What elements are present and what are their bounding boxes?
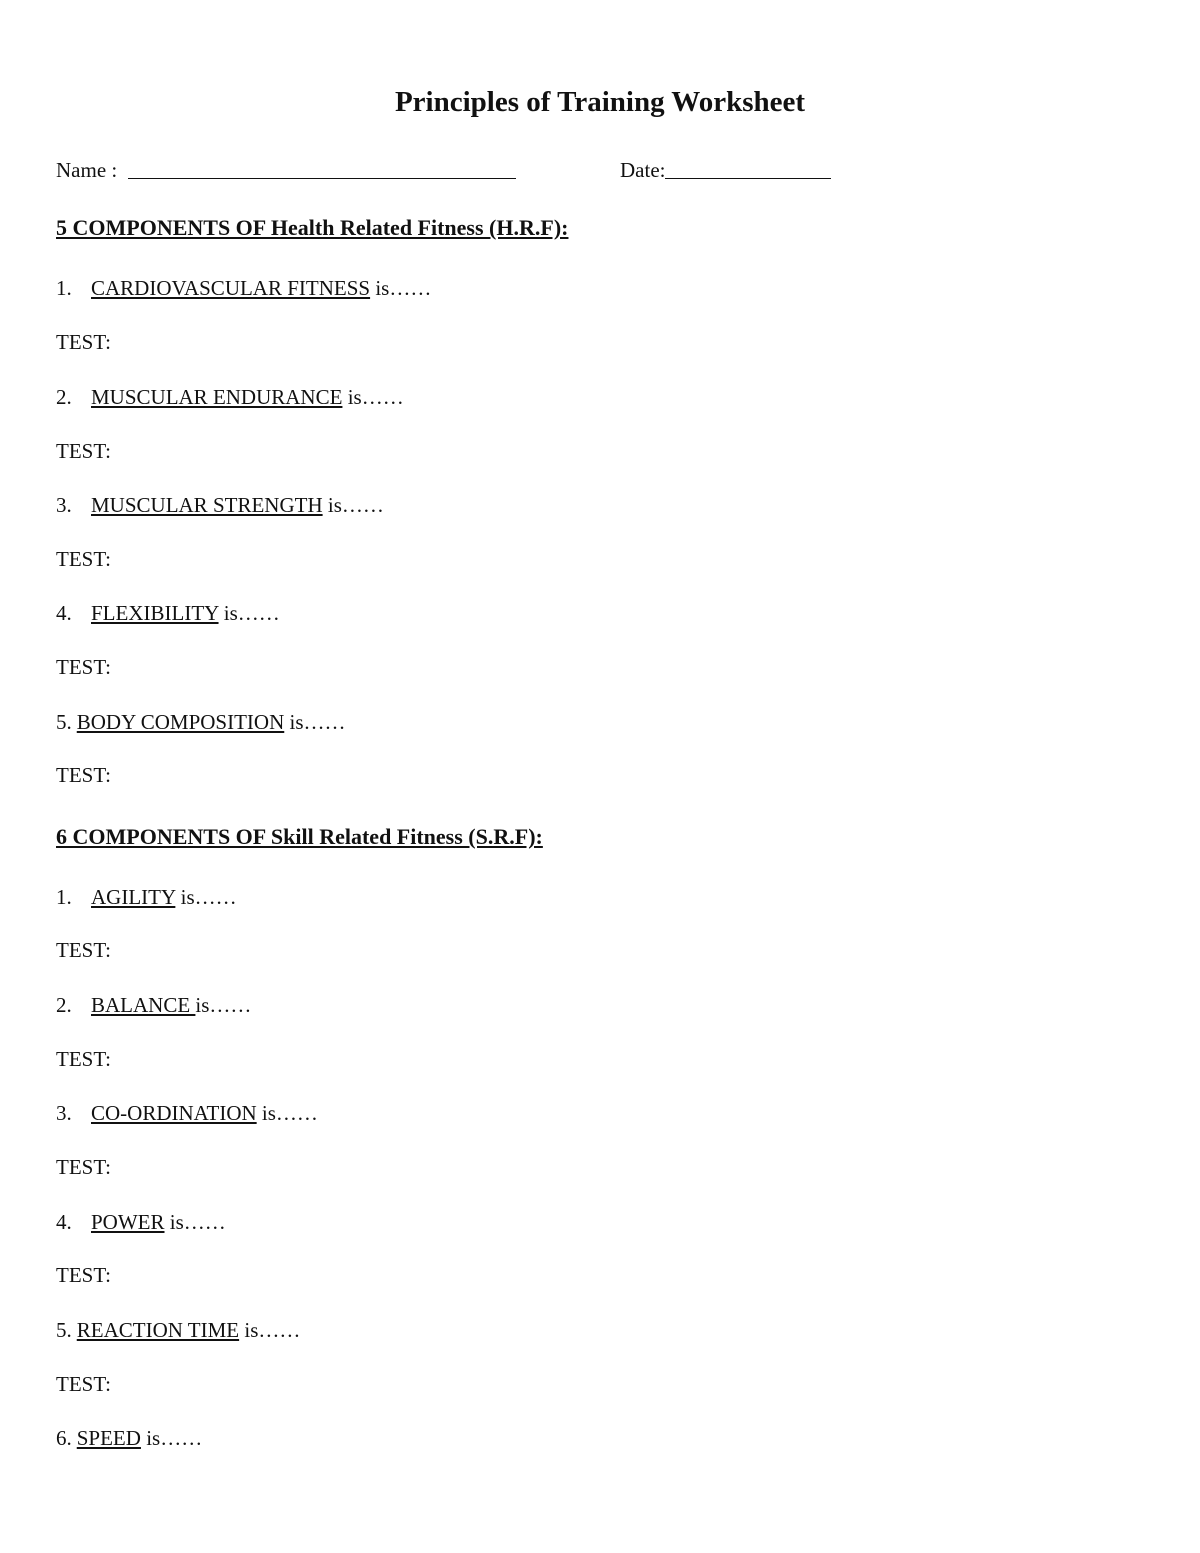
srf-test-1: TEST: [56,938,111,962]
srf-heading: 6 COMPONENTS OF Skill Related Fitness (S.R.F): [56,824,543,849]
hrf-test-2: TEST: [56,439,111,463]
hrf-test-5: TEST: [56,763,111,787]
date-field [620,157,831,183]
srf-test-3: TEST: [56,1155,111,1179]
item-suffix: is…… [322,493,384,517]
item-suffix: is…… [284,710,346,734]
item-suffix: is…… [370,276,432,300]
hrf-item-2 [56,384,404,410]
item-suffix: is…… [140,1426,203,1450]
srf-test-5: TEST: [56,1372,111,1396]
item-number: 6. [56,1426,72,1450]
item-term: MUSCULAR ENDURANCE [91,385,343,409]
item-number: 2. [56,993,72,1017]
item-number: 4. [56,1210,72,1234]
page-title: Principles of Training Worksheet [394,86,806,118]
item-number: 3. [56,493,72,517]
srf-item-6 [56,1425,202,1451]
item-number: 4. [56,601,72,625]
item-suffix: is…… [256,1101,318,1125]
item-term: AGILITY [91,885,176,909]
item-term: CO-ORDINATION [91,1101,257,1125]
srf-item-2 [56,992,251,1018]
item-term: BODY COMPOSITION [76,710,285,734]
item-number: 1. [56,276,72,300]
hrf-heading: 5 COMPONENTS OF Health Related Fitness (H.R.F): [56,215,569,240]
hrf-item-3 [56,492,384,518]
name-field [56,157,516,183]
date-blank[interactable] [665,158,831,179]
srf-item-4 [56,1209,226,1235]
item-term: FLEXIBILITY [91,601,219,625]
hrf-test-1: TEST: [56,330,111,354]
name-blank[interactable] [128,158,516,179]
item-number: 1. [56,885,72,909]
name-label: Name : [56,158,118,182]
item-suffix: is…… [175,885,237,909]
item-term: BALANCE [91,993,196,1017]
srf-item-1 [56,884,237,910]
item-number: 3. [56,1101,72,1125]
hrf-item-4 [56,600,280,626]
item-term: MUSCULAR STRENGTH [91,493,323,517]
item-number: 2. [56,385,72,409]
srf-test-4: TEST: [56,1263,111,1287]
item-suffix: is…… [164,1210,226,1234]
srf-test-2: TEST: [56,1047,111,1071]
item-number: 5. [56,710,72,734]
hrf-test-3: TEST: [56,547,111,571]
srf-item-3 [56,1100,318,1126]
item-suffix: is…… [218,601,280,625]
item-number: 5. [56,1318,72,1342]
date-label: Date: [620,158,666,182]
hrf-item-1 [56,275,431,301]
srf-item-5 [56,1317,300,1343]
item-suffix: is…… [195,993,252,1017]
item-term: CARDIOVASCULAR FITNESS [91,276,371,300]
item-suffix: is…… [239,1318,301,1342]
item-term: REACTION TIME [76,1318,240,1342]
hrf-test-4: TEST: [56,655,111,679]
item-term: POWER [91,1210,165,1234]
item-term: SPEED [76,1426,141,1450]
item-suffix: is…… [342,385,404,409]
hrf-item-5 [56,709,346,735]
